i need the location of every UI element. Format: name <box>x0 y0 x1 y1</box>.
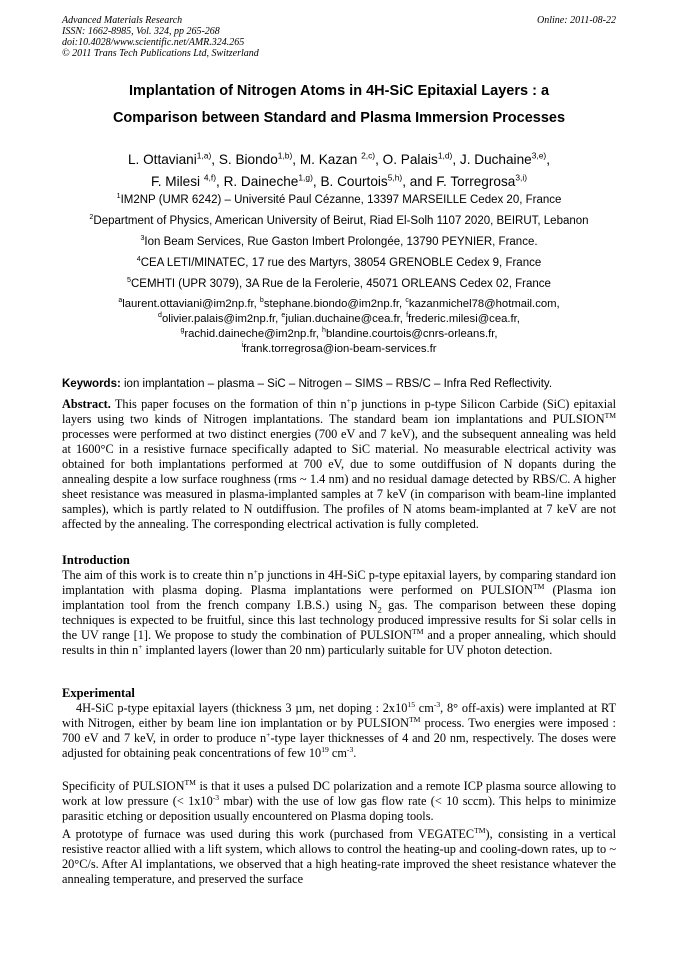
email-address[interactable]: rachid.daineche@im2np.fr, <box>184 328 323 340</box>
email-key: a <box>118 297 123 305</box>
email-address[interactable]: frederic.milesi@cea.fr, <box>408 313 520 325</box>
title-line-1: Implantation of Nitrogen Atoms in 4H-SiC Epitaxial Layers : a <box>128 83 550 99</box>
affiliation-number: 4 <box>136 255 141 264</box>
affiliation-text: Department of Physics, American University of Beirut, Riad El-Solh 1107 2020, BEIRUT, Lebanon <box>93 215 589 227</box>
affiliation-text: CEMHTI (UPR 3079), 3A Rue de la Ferolerie, 45071 ORLEANS Cedex 02, France <box>131 278 551 290</box>
email-line-1 <box>62 297 616 312</box>
author-affil: 1,b) <box>277 150 293 161</box>
author-name: F. Milesi <box>150 174 204 189</box>
experimental-paragraph-1 <box>62 701 616 761</box>
keywords <box>62 377 616 391</box>
superscript: TM <box>604 410 616 420</box>
exp-text: ), consisting in a vertical resistive reactor allied with a lift system, which allows to control the heating-up and cooling-down rates, up to ~ 20°C/s. After Al implantations, we observed that a high heating-rate improved the sheet resistance whatever the annealing temperature, and preserved the surface <box>62 827 616 886</box>
superscript: + <box>346 395 351 405</box>
experimental-paragraph-2 <box>62 779 616 824</box>
superscript: TM <box>474 825 486 835</box>
email-key: i <box>241 342 243 350</box>
email-address[interactable]: julian.duchaine@cea.fr, <box>285 313 407 325</box>
exp-text: -type layer thicknesses of 4 and 20 nm, respectively. The doses were adjusted for obtaining peak concentrations of few 10 <box>62 731 616 760</box>
issn-line: ISSN: 1662-8985, Vol. 324, pp 265-268 <box>62 26 220 37</box>
email-address[interactable]: blandine.courtois@cnrs-orleans.fr, <box>325 328 498 340</box>
author-affil: 3,i) <box>515 172 528 183</box>
email-list <box>62 297 616 357</box>
doi-line: doi:10.4028/www.scientific.net/AMR.324.265 <box>62 37 245 48</box>
abstract-text: processes were performed at two distinct energies (700 eV and 7 keV), and the subsequent annealing was held at 1600°C in a resistive furnace specifically adapted to SiC material. No measurable electrical activity was obtained for both implantations performed at 700 eV, due to some outdiffusion of N dopants during the annealing despite a low surface roughness (rms ~ 1.4 nm) and no residual damage detected by RBS/C. A higher sheet resistance was measured in plasma-implanted samples at 7 keV (in comparison with beam-line implanted samples), which is partly related to N outdiffusion. The profiles of N atoms beam-implanted at 7 keV are not affected by the annealing. The corresponding electrical activation is fully completed. <box>62 427 616 531</box>
intro-text: gas. The comparison between these doping techniques is expected to be fruitful, since this last technology produced impressive results for Si solar cells in the UV range [1]. We propose to study the combination of PULSION <box>62 598 616 642</box>
author-affil: 1,g) <box>298 172 313 183</box>
abstract-text: This paper focuses on the formation of thin n <box>110 397 347 411</box>
online-date: Online: 2011-08-22 <box>537 15 616 26</box>
email-key: c <box>405 297 409 305</box>
abstract-paragraph <box>62 397 616 532</box>
superscript: + <box>253 566 258 576</box>
email-address[interactable]: stephane.biondo@im2np.fr, <box>263 298 406 310</box>
email-key: f <box>406 312 409 320</box>
superscript: TM <box>409 714 421 724</box>
affiliation-5 <box>40 277 638 291</box>
author-name: O. Palais <box>382 152 438 167</box>
author-name: R. Daineche <box>223 174 299 189</box>
author-affil: 3,e) <box>531 150 547 161</box>
exp-text: A prototype of furnace was used during this work (purchased from VEGATEC <box>62 827 475 841</box>
intro-text: and a proper annealing, which should results in thin n <box>62 628 616 657</box>
email-line-4 <box>62 342 616 357</box>
email-key: b <box>259 297 264 305</box>
affiliation-number: 1 <box>116 192 121 201</box>
exp-text: . <box>353 746 357 760</box>
email-address[interactable]: frank.torregrosa@ion-beam-services.fr <box>243 343 437 355</box>
author-affil: 2,c) <box>361 150 376 161</box>
abstract-text: p junctions in p-type Silicon Carbide (SiC) epitaxial layers using two kinds of Nitrogen implantations. The standard beam ion implantations and PULSION <box>62 397 617 426</box>
keywords-label: Keywords: <box>62 378 121 390</box>
superscript: + <box>138 641 143 651</box>
superscript: TM <box>533 581 545 591</box>
exp-text: 4H-SiC p-type epitaxial layers (thickness 3 µm, net doping : 2x10 <box>76 701 408 715</box>
affiliation-number: 3 <box>140 234 145 243</box>
introduction-paragraph <box>62 568 616 658</box>
author-affil: 4,f) <box>203 172 216 183</box>
abstract-label: Abstract. <box>62 397 111 411</box>
superscript: 19 <box>321 744 329 754</box>
affiliation-text: IM2NP (UMR 6242) – Université Paul Cézanne, 13397 MARSEILLE Cedex 20, France <box>120 194 562 206</box>
superscript: -3 <box>212 792 220 802</box>
affiliation-text: CEA LETI/MINATEC, 17 rue des Martyrs, 38054 GRENOBLE Cedex 9, France <box>140 257 542 269</box>
affiliation-4 <box>40 256 638 270</box>
journal-name: Advanced Materials Research <box>62 15 183 26</box>
exp-text: Specificity of PULSION <box>62 779 185 793</box>
journal-header <box>62 15 616 59</box>
superscript: TM <box>184 777 196 787</box>
superscript: TM <box>412 626 424 636</box>
author-line-1: L. Ottaviani$^{1,a)}$, S. Biondo$^{1,b)}$, M. Kazan $^{2,c)}$, O. Palais$^{1,d)}$, J. Duchaine$^{3,e)}$, <box>127 150 550 167</box>
email-key: h <box>322 327 326 335</box>
exp-text: cm <box>415 701 434 715</box>
email-key: e <box>281 312 286 320</box>
affiliation-number: 5 <box>127 276 131 285</box>
email-line-2 <box>62 312 616 327</box>
experimental-heading: Experimental <box>62 686 135 700</box>
copyright-line: © 2011 Trans Tech Publications Ltd, Switzerland <box>62 48 259 59</box>
affiliation-2 <box>40 214 638 228</box>
keywords-text: ion implantation – plasma – SiC – Nitrogen – SIMS – RBS/C – Infra Red Reflectivity. <box>120 378 553 390</box>
paper-title <box>62 78 616 132</box>
email-key: d <box>158 312 162 320</box>
author-affil: 1,a) <box>196 150 212 161</box>
superscript: + <box>266 729 271 739</box>
email-line-3 <box>62 327 616 342</box>
affiliation-number: 2 <box>89 213 94 222</box>
affiliation-text: Ion Beam Services, Rue Gaston Imbert Prolongée, 13790 PEYNIER, France. <box>144 236 538 248</box>
author-affil: 1,d) <box>437 150 453 161</box>
author-name: M. Kazan <box>299 152 362 167</box>
exp-text: is that it uses a pulsed DC polarization and a remote ICP plasma source allowing to work at low pressure (< 1x10 <box>62 779 616 808</box>
email-address[interactable]: olivier.palais@im2np.fr, <box>161 313 282 325</box>
intro-text: implanted layers (lower than 20 nm) particularly suitable for UV photon detection. <box>142 643 553 657</box>
email-address[interactable]: laurent.ottaviani@im2np.fr, <box>122 298 260 310</box>
introduction-heading: Introduction <box>62 553 130 567</box>
email-key: g <box>180 327 185 335</box>
author-name: L. Ottaviani <box>127 152 197 167</box>
author-list <box>62 149 616 193</box>
author-name: S. Biondo <box>218 152 278 167</box>
exp-text: , 8° off-axis) were implanted at RT with Nitrogen, either by beam line ion implantation or by PULSION <box>62 701 616 730</box>
author-name: J. Duchaine <box>459 152 532 167</box>
experimental-paragraph-3 <box>62 827 616 887</box>
author-name: B. Courtois <box>320 174 388 189</box>
intro-text: p junctions in 4H-SiC p-type epitaxial layers, by comparing standard ion implantation with plasma doping. Plasma implantations were performed on PULSION <box>62 568 616 597</box>
author-affil: 5,h) <box>387 172 403 183</box>
superscript: 15 <box>407 699 415 709</box>
author-name: F. Torregrosa <box>436 174 516 189</box>
exp-text: cm <box>328 746 347 760</box>
title-line-2: Comparison between Standard and Plasma Immersion Processes <box>112 110 566 126</box>
affiliation-3 <box>40 235 638 249</box>
author-line-2: F. Milesi $^{4,f)}$, R. Daineche$^{1,g)}$, B. Courtois$^{5,h)}$, and F. Torregrosa$^{3,i)}$ <box>150 172 528 189</box>
exp-text: mbar) with the use of low gas flow rate (< 10 sccm). This helps to minimize parasitic etching or deposition usually encountered on Plasma doping tools. <box>62 794 616 823</box>
subscript: 2 <box>377 604 382 615</box>
intro-text: The aim of this work is to create thin n <box>62 568 254 582</box>
affiliation-1 <box>40 193 638 207</box>
exp-text: process. Two energies were imposed : 700 eV and 7 keV, in order to produce n <box>62 716 616 745</box>
superscript: -3 <box>433 699 441 709</box>
superscript: -3 <box>346 744 354 754</box>
email-address[interactable]: kazanmichel78@hotmail.com, <box>408 298 560 310</box>
intro-text: (Plasma ion implantation tool from the french company I.B.S.) using N <box>62 583 616 612</box>
